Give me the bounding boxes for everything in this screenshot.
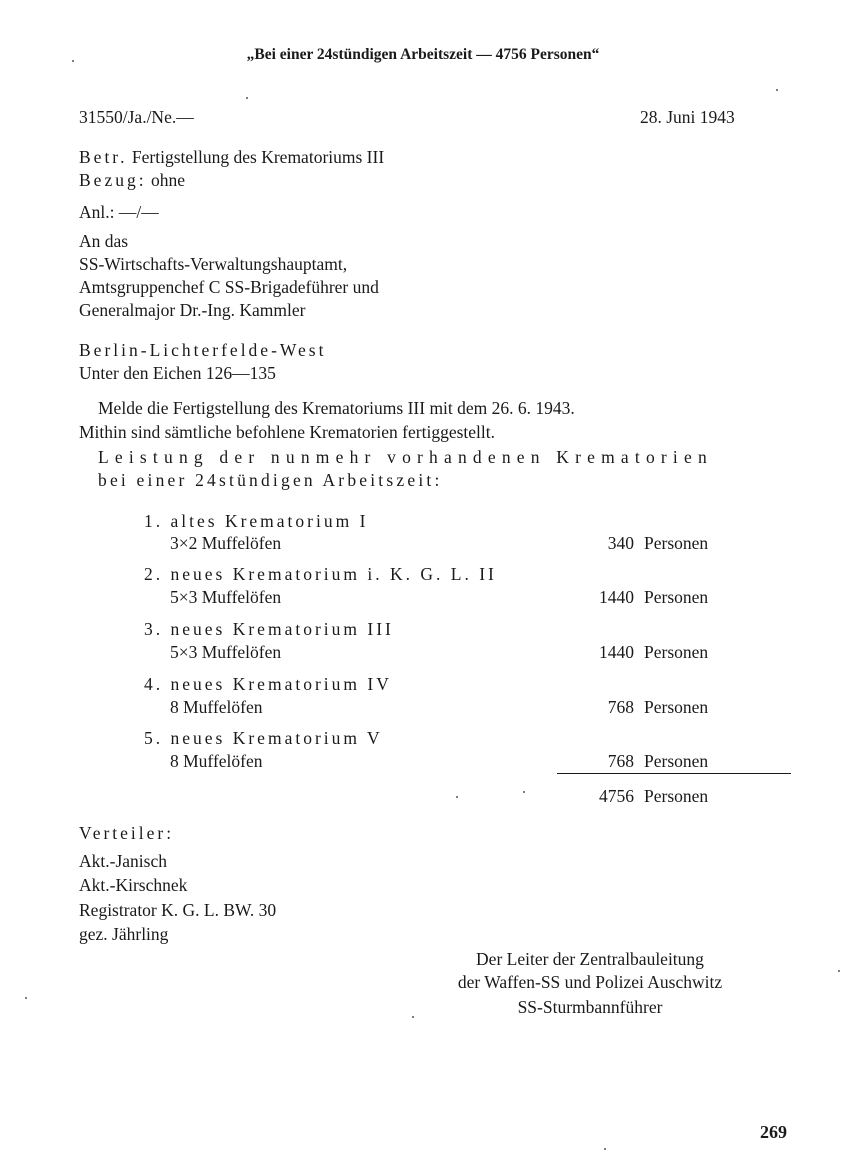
recipient-city: Berlin-Lichterfelde-West [79,340,327,360]
recipient-line: Generalmajor Dr.-Ing. Kammler [79,300,306,320]
signature-line: der Waffen-SS und Polizei Auschwitz [457,972,723,992]
person-unit: Personen [644,533,709,553]
sum-rule [557,773,791,774]
person-count: 1440 [599,587,634,607]
person-unit: Personen [644,697,709,717]
recipient-street: Unter den Eichen 126—135 [79,363,276,383]
scan-speck [776,89,778,91]
reference-number: 31550/Ja./Ne.— [79,107,194,127]
crematorium-label: 3. neues Krematorium III [144,619,394,639]
crematorium-label: 2. neues Krematorium i. K. G. L. II [144,564,497,584]
person-count: 1440 [599,642,634,662]
person-count: 340 [607,533,634,553]
distribution-item: Registrator K. G. L. BW. 30 [79,900,277,920]
scan-speck [412,1016,414,1018]
subject-label: Betr. [79,147,128,167]
capacity-heading: bei einer 24stündigen Arbeitszeit: [98,470,443,490]
scan-speck [25,997,27,999]
crematorium-label: 1. altes Krematorium I [144,511,369,531]
subject-text: Fertigstellung des Krematoriums III [131,147,385,167]
scan-speck [523,791,525,793]
recipient-line: An das [79,231,129,251]
person-unit: Personen [644,587,709,607]
letter-date: 28. Juni 1943 [640,107,735,127]
page-title: „Bei einer 24stündigen Arbeitszeit — 4756 Personen“ [246,46,600,63]
oven-count: 8 Muffelöfen [170,751,263,771]
scan-speck [456,796,458,798]
recipient-line: Amtsgruppenchef C SS-Brigadeführer und [79,277,379,297]
oven-count: 5×3 Muffelöfen [170,587,282,607]
person-count: 768 [607,751,634,771]
crematorium-label: 4. neues Krematorium IV [144,674,392,694]
subject-line [79,146,384,168]
scan-speck [72,60,74,62]
scan-speck [246,97,248,99]
page-number: 269 [760,1122,787,1142]
total-unit: Personen [644,786,709,806]
oven-count: 8 Muffelöfen [170,697,263,717]
person-unit: Personen [644,751,709,771]
distribution-item: Akt.-Janisch [79,851,167,871]
bezug-line [79,169,185,191]
capacity-heading: Leistung der nunmehr vorhandenen Krematorien [98,447,713,467]
attachment-line: Anl.: —/— [79,202,159,222]
oven-count: 5×3 Muffelöfen [170,642,282,662]
distribution-item: Akt.-Kirschnek [79,875,188,895]
body-line: Melde die Fertigstellung des Krematoriums III mit dem 26. 6. 1943. [98,398,575,418]
person-unit: Personen [644,642,709,662]
bezug-label: Bezug: [79,170,147,190]
signature-line: SS-Sturmbannführer [517,997,663,1017]
recipient-line: SS-Wirtschafts-Verwaltungshauptamt, [79,254,348,274]
distribution-heading: Verteiler: [79,823,175,843]
person-count: 768 [607,697,634,717]
scan-speck [838,970,840,972]
body-line: Mithin sind sämtliche befohlene Krematorien fertiggestellt. [79,422,495,442]
bezug-text: ohne [150,170,185,190]
crematorium-label: 5. neues Krematorium V [144,728,383,748]
signature-line: Der Leiter der Zentralbauleitung [476,949,704,969]
oven-count: 3×2 Muffelöfen [170,533,282,553]
distribution-item: gez. Jährling [79,924,169,944]
total-count: 4756 [599,786,634,806]
scan-speck [604,1148,606,1150]
